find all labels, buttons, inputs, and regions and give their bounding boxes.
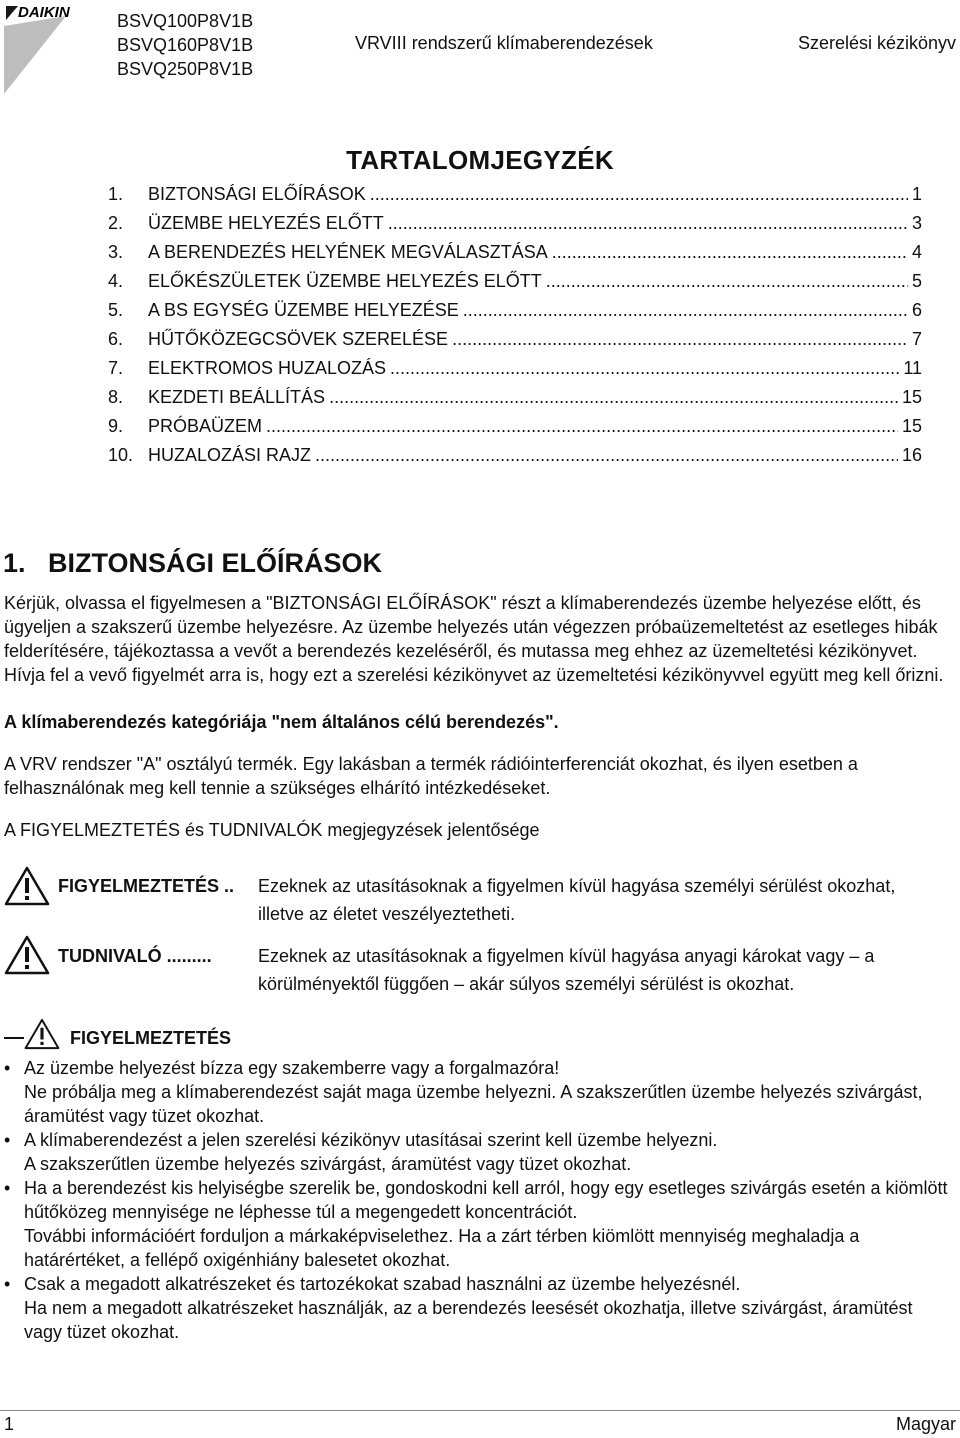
page-number: 1 [4,1414,15,1434]
warning-triangle-icon [4,866,50,906]
toc-leader-dots [370,184,908,205]
toc-entry-page: 4 [911,242,922,262]
warning-bullet [4,1176,954,1272]
toc-entry[interactable] [108,358,922,386]
toc-leader-dots [552,242,908,263]
toc-entry-number: 5. [108,300,124,320]
toc-entry-page: 6 [911,300,922,320]
toc-entry-page: 1 [911,184,922,204]
section-title: BIZTONSÁGI ELŐÍRÁSOK [48,548,383,578]
toc-entry-number: 2. [108,213,124,233]
class-note-paragraph: A VRV rendszer "A" osztályú termék. Egy lakásban a termék rádióinterferenciát okozhat, és ilyen esetben a felhasználónak meg kell tennie a szükséges elhárító intézkedéseket. [4,754,858,798]
header-title: VRVIII rendszerű klímaberendezések [355,33,653,53]
toc-entry-page: 11 [903,358,922,378]
toc-leader-dots [452,329,908,350]
warning-bullet [4,1272,954,1344]
footer-language: Magyar [895,1414,956,1434]
toc-entry-number: 9. [108,416,124,436]
toc-entry[interactable] [108,445,922,473]
warning-bullet [4,1128,954,1176]
toc-entry[interactable] [108,387,922,415]
toc-entry-number: 4. [108,271,124,291]
warning-bullet [4,1056,954,1128]
bullet-dot: • [4,1130,11,1150]
warning-triangle-icon [24,1018,60,1050]
toc-entry-title: BIZTONSÁGI ELŐÍRÁSOK [148,184,366,204]
toc-entry[interactable] [108,184,922,212]
warning-bullet-text: Csak a megadott alkatrészeket és tartozékokat szabad használni az üzembe helyezésnél. Ha nem a megadott alkatrészeket használják, az a berendezés leesését okozhatja, illetve szivárgást, áramütést vagy tüzet okozhat. [24,1274,913,1342]
toc-entry-title: ELŐKÉSZÜLETEK ÜZEMBE HELYEZÉS ELŐTT [148,271,542,291]
toc-entry-title: HŰTŐKÖZEGCSÖVEK SZERELÉSE [148,329,449,349]
toc-entry-page: 7 [911,329,922,349]
toc-entry-page: 15 [901,416,922,436]
toc-entry-number: 8. [108,387,124,407]
toc-entry[interactable] [108,213,922,241]
toc-entry-page: 3 [911,213,922,233]
header-doc-type: Szerelési kézikönyv [797,33,956,53]
toc-entry-title: ELEKTROMOS HUZALOZÁS [148,358,387,378]
toc-title: TARTALOMJEGYZÉK [346,145,614,175]
caution-triangle-icon [4,935,50,975]
warning-bullet-text: A klímaberendezést a jelen szerelési kézikönyv utasításai szerint kell üzembe helyezni. A szakszerűtlen üzembe helyezés szivárgást, áramütést vagy tüzet okozhat. [24,1130,718,1174]
toc-entry-number: 1. [108,184,124,204]
legend-caution-label: TUDNIVALÓ ......... [58,946,212,966]
toc-entry[interactable] [108,329,922,357]
toc-leader-dots [266,416,898,437]
intro-paragraph: Kérjük, olvassa el figyelmesen a "BIZTONSÁGI ELŐÍRÁSOK" részt a klímaberendezés üzembe helyezése előtt, és ügyeljen a szakszerű üzembe helyezésre. Az üzembe helyezés után végezzen próbaüzemeltetést az esetleges hibák felderítésére, tájékoztassa a vevőt a berendezés kezeléséről, és mutassa meg ehhez az üzemeltetési kézikönyvet. Hívja fel a vevő figyelmét arra is, hogy ezt a szerelési kézikönyvet az üzemeltetési kézikönyvvel együtt meg kell őrizni. [4,593,944,685]
toc-leader-dots [463,300,908,321]
toc-entry-title: ÜZEMBE HELYEZÉS ELŐTT [148,213,384,233]
toc-entry[interactable] [108,300,922,328]
warning-bullet-text: Az üzembe helyezést bízza egy szakemberre vagy a forgalmazóra! Ne próbálja meg a klímaberendezést saját maga üzembe helyezni. A szakszerűtlen üzembe helyezés szivárgást, áramütést vagy tüzet okozhat. [24,1058,923,1126]
toc-entry-number: 6. [108,329,124,349]
model-number: BSVQ100P8V1B [117,11,254,31]
toc-entry-number: 10. [108,445,134,465]
toc-entry[interactable] [108,271,922,299]
toc-entry-title: A BS EGYSÉG ÜZEMBE HELYEZÉSE [148,300,459,320]
model-number: BSVQ160P8V1B [117,35,254,55]
model-number: BSVQ250P8V1B [117,59,254,79]
toc-entry[interactable] [108,242,922,270]
toc-leader-dots [390,358,899,379]
legend-caution-description: Ezeknek az utasításoknak a figyelmen kívül hagyása anyagi károkat vagy – a körülményektől függően – akár súlyos személyi sérülést is okozhat. [258,946,875,994]
footer-rule [0,1410,960,1411]
warning-box-rule [4,1037,24,1039]
toc-entry-title: HUZALOZÁSI RAJZ [148,445,312,465]
toc-entry-page: 15 [901,387,922,407]
brand-text: DAIKIN [18,4,70,21]
bullet-dot: • [4,1178,11,1198]
legend-intro: A FIGYELMEZTETÉS és TUDNIVALÓK megjegyzések jelentősége [4,820,540,840]
toc-entry-title: A BERENDEZÉS HELYÉNEK MEGVÁLASZTÁSA [148,242,548,262]
toc-entry-title: PRÓBAÜZEM [148,416,263,436]
toc-entry-title: KEZDETI BEÁLLÍTÁS [148,387,326,407]
toc-leader-dots [329,387,898,408]
toc-entry-page: 16 [901,445,922,465]
toc-entry[interactable] [108,416,922,444]
bullet-dot: • [4,1274,11,1294]
toc-leader-dots [315,445,898,466]
toc-leader-dots [546,271,908,292]
legend-warning-label: FIGYELMEZTETÉS .. [58,876,235,896]
daikin-logo [4,2,94,94]
category-statement: A klímaberendezés kategóriája "nem általános célú berendezés". [4,712,559,732]
toc-entry-number: 7. [108,358,124,378]
toc-entry-number: 3. [108,242,124,262]
bullet-dot: • [4,1058,11,1078]
toc-leader-dots [388,213,908,234]
warning-bullet-text: Ha a berendezést kis helyiségbe szerelik be, gondoskodni kell arról, hogy egy esetleges szivárgás esetén a kiömlött hűtőközeg mennyisége ne léphesse túl a megengedett koncentrációt. További információért forduljon a márkaképviselethez. Ha a zárt térben kiömlött mennyiség meghaladja a határértéket, a fellépő oxigénhiány balesetet okozhat. [24,1178,948,1270]
warning-box-title: FIGYELMEZTETÉS [70,1028,232,1048]
legend-warning-description: Ezeknek az utasításoknak a figyelmen kívül hagyása személyi sérülést okozhat, illetve az életet veszélyeztetheti. [258,876,896,924]
toc-entry-page: 5 [911,271,922,291]
section-number: 1. [3,548,26,578]
